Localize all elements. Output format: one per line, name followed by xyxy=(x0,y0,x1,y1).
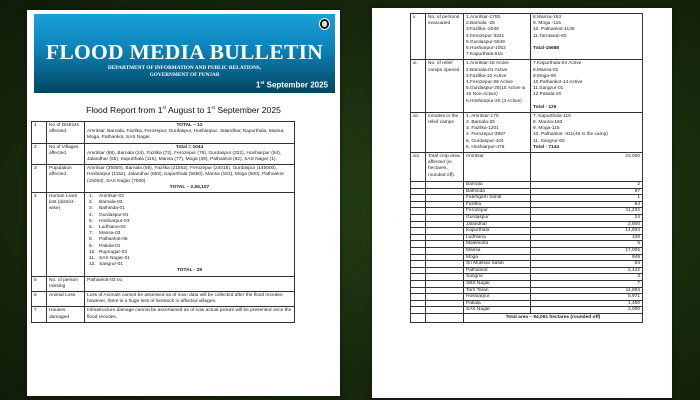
lives-lost-item: 2. Barnala-03 xyxy=(89,200,123,206)
evacuated-list-1 xyxy=(464,14,531,60)
row-value: Pathankot-03 no xyxy=(85,276,295,291)
row-label xyxy=(426,274,464,281)
crop-district: Ludhiana xyxy=(464,234,531,241)
table-row xyxy=(32,193,295,277)
crop-area-rows xyxy=(411,182,643,314)
list-item: 8. Mansa-163 xyxy=(533,120,563,126)
row-label: Houses damaged xyxy=(47,307,85,322)
lives-lost-item: 1. Amritsar-03 xyxy=(89,194,124,200)
bulletin-date: 1st September 2025 xyxy=(255,80,328,90)
bulletin-header-banner xyxy=(34,14,335,93)
row-text: Amritsar, Barnala, Fazilka, Ferozepur, Gurdaspur, Hoshiarpur, Jalandhar, Kapurthala, Mansa, Moga, Pathankot, SAS Nagar. xyxy=(87,129,285,141)
lives-lost-item: 6. Ludhiana-03 xyxy=(89,225,126,231)
crop-row xyxy=(411,241,643,248)
row-value: Infrastructure damage cannot be ascertained as of now actual picture will be presented once the flood recedes. xyxy=(85,307,295,322)
row-number xyxy=(411,261,426,268)
row-label: Animal Loss xyxy=(47,292,85,307)
crop-area: 1 xyxy=(531,195,643,202)
row-label xyxy=(426,300,464,307)
crop-total: Total area – 94,061 hectares (rounded off) xyxy=(464,313,643,322)
list-item: 8.Mansa-163 xyxy=(533,15,561,20)
crop-district: SBS Nagar xyxy=(464,280,531,287)
evacuated-total: Total-15688 xyxy=(533,45,560,51)
list-item: 11.Tarntaran-60 xyxy=(533,33,567,39)
crop-area: 1,450 xyxy=(531,300,643,307)
row-label xyxy=(426,215,464,222)
table-row xyxy=(32,292,295,307)
camps-list-2-items xyxy=(533,61,640,98)
row-number: 6 xyxy=(32,292,47,307)
crop-area: 23,000 xyxy=(531,153,643,182)
row-number xyxy=(411,195,426,202)
crop-area: 3 xyxy=(531,274,643,281)
row-total: TOTAL - 29 xyxy=(176,268,203,274)
row-number xyxy=(411,208,426,215)
list-item: 2.Barnala -25 xyxy=(466,21,495,27)
row-label: No. of person missing xyxy=(47,276,85,291)
row-label xyxy=(426,208,464,215)
camps-list-2 xyxy=(531,60,643,112)
row-label xyxy=(426,287,464,294)
crop-row xyxy=(411,280,643,287)
crop-district: Ferozepur xyxy=(464,208,531,215)
crop-area: 7 xyxy=(531,280,643,287)
crop-area: 108 xyxy=(531,234,643,241)
row-label: Population affected xyxy=(47,165,85,193)
row-value xyxy=(85,122,295,144)
crop-area: 84 xyxy=(531,261,643,268)
row-label: Inmates in the relief camps xyxy=(426,112,464,152)
crop-district: Fazilka xyxy=(464,201,531,208)
crop-area: 11,232 xyxy=(531,208,643,215)
list-item: 12.Patiala-20 xyxy=(533,92,562,98)
crop-district: Patiala xyxy=(464,300,531,307)
lives-lost-item: 9. Patiala-01 xyxy=(89,243,121,249)
list-item: 8.Mansa-01 xyxy=(533,67,559,73)
list-item: 1. Amritsar-170 xyxy=(466,113,499,119)
crop-district: Fatehgarh Sahib xyxy=(464,195,531,202)
list-item: 6. Hoshiarpur-478 xyxy=(466,144,505,150)
crop-row xyxy=(411,195,643,202)
crop-row xyxy=(411,307,643,314)
row-label xyxy=(426,307,464,314)
camps-total: Total - 129 xyxy=(533,104,557,110)
crop-row xyxy=(411,228,643,235)
list-item: 6.Hoshiarpur-1052 xyxy=(466,46,506,52)
list-item: 5.Gurdaspur-25(15 Active & 10 Non-Active) xyxy=(466,86,526,98)
row-text: Amritsar (35000), Barnala (59), Fazilka (21562), Ferozepur (24015), Gurdaspur (145000), Hoshiarpur (1152), Jalandhar (653), Kapurthala (5650), Mansa (163), Moga (800), Pathankot (15053), SAS Nagar (7000). xyxy=(87,166,284,184)
crop-area: 5 xyxy=(531,241,643,248)
crop-district: Malerkotla xyxy=(464,241,531,248)
row-number xyxy=(411,248,426,255)
crop-district: Amritsar xyxy=(464,153,531,182)
camps-list-1 xyxy=(464,60,531,112)
crop-district: Moga xyxy=(464,254,531,261)
row-number xyxy=(411,228,426,235)
row-number xyxy=(411,254,426,261)
lives-lost-item: 12. Sangrur-01 xyxy=(89,262,123,268)
punjab-emblem-icon xyxy=(319,18,330,30)
department-line-2: GOVERNMENT OF PUNJAB xyxy=(149,72,220,78)
row-number xyxy=(411,267,426,274)
flood-report-table xyxy=(31,121,295,323)
crop-district: Sangrur xyxy=(464,274,531,281)
row-number xyxy=(411,221,426,228)
list-item: 7.Kapurthala-04 Active xyxy=(533,61,582,67)
crop-district: Bathinda xyxy=(464,188,531,195)
row-number: 3 xyxy=(32,165,47,193)
crop-area: 2,800 xyxy=(531,221,643,228)
row-label: No. of relief camps opened xyxy=(426,60,464,112)
list-item: 3.Fazilka -2049 xyxy=(466,27,499,33)
row-label: No of Villages affected xyxy=(47,143,85,165)
table-row xyxy=(32,307,295,322)
list-item: 3. Fazilka-1201 xyxy=(466,126,499,132)
row-number: 5 xyxy=(32,276,47,291)
row-number xyxy=(411,300,426,307)
crop-row xyxy=(411,221,643,228)
crop-row xyxy=(411,182,643,189)
crop-area: 11,883 xyxy=(531,287,643,294)
row-label xyxy=(426,280,464,287)
list-item: 3.Fazilka-10 Active xyxy=(466,73,507,79)
crop-row xyxy=(411,300,643,307)
crop-row xyxy=(411,294,643,301)
table-row xyxy=(32,165,295,193)
row-label xyxy=(426,241,464,248)
list-item: 1.Amritsar-1700 xyxy=(466,15,501,20)
crop-district: Mansa xyxy=(464,248,531,255)
row-label xyxy=(426,261,464,268)
row-label xyxy=(426,228,464,235)
row-number xyxy=(411,182,426,189)
table-row-inmates xyxy=(411,112,643,152)
row-number xyxy=(411,234,426,241)
row-number xyxy=(411,215,426,222)
row-number: xiv. xyxy=(411,153,426,182)
row-number xyxy=(411,313,426,322)
inmates-list-2 xyxy=(531,112,643,152)
list-item: 7. Kapurthala-110 xyxy=(533,113,571,119)
list-item: 10. Pathankot -411(48 in the camp) xyxy=(533,132,608,138)
crop-row xyxy=(411,188,643,195)
row-number xyxy=(411,188,426,195)
table-row xyxy=(32,276,295,291)
row-label xyxy=(426,234,464,241)
row-label xyxy=(426,294,464,301)
lives-lost-item: 3. Bathinda-01 xyxy=(89,206,125,212)
list-item: 10. Pathankot-1139 xyxy=(533,27,575,33)
bulletin-page-1 xyxy=(27,10,340,396)
row-number xyxy=(411,274,426,281)
inmates-total: Total - 7144 xyxy=(533,144,560,150)
crop-area: 5,971 xyxy=(531,294,643,301)
crop-row xyxy=(411,215,643,222)
department-line-1: DEPARTMENT OF INFORMATION AND PUBLIC RELATIONS, xyxy=(107,65,262,71)
department-name xyxy=(34,65,335,79)
list-item: 2. Barnala-25 xyxy=(466,120,495,126)
row-label xyxy=(426,188,464,195)
row-number: x. xyxy=(411,14,426,60)
row-number xyxy=(411,201,426,208)
table-row xyxy=(32,122,295,144)
crop-district: Pathankot xyxy=(464,267,531,274)
row-total: TOTAL – 12 xyxy=(176,123,203,128)
crop-area: 2,442 xyxy=(531,267,643,274)
crop-row xyxy=(411,254,643,261)
row-label xyxy=(426,182,464,189)
row-number xyxy=(411,294,426,301)
list-item: 4. Ferozepur-3987 xyxy=(466,132,506,138)
row-number: 2 xyxy=(32,143,47,165)
crop-row xyxy=(411,201,643,208)
list-item: 6.Hoshiarpur-20 (3 Active) xyxy=(466,98,522,104)
lives-lost-item: 11. SAS Nagar-01 xyxy=(89,256,130,262)
crop-row xyxy=(411,248,643,255)
row-label: Total crop area affected (in hectares, rounded off). xyxy=(426,153,464,182)
list-item: 1.Amritsar-16 Active xyxy=(466,61,509,67)
row-number: 7 xyxy=(32,307,47,322)
lives-lost-item: 4. Gurdaspur-01 xyxy=(89,212,129,218)
crop-area: 949 xyxy=(531,254,643,261)
row-label: No of Districts affected xyxy=(47,122,85,144)
table-row-crop-header xyxy=(411,153,643,182)
evacuated-list-2 xyxy=(531,14,643,60)
crop-district: SAS Nagar xyxy=(464,307,531,314)
row-value xyxy=(85,193,295,277)
row-number: 4 xyxy=(32,193,47,277)
crop-district: Jalandhar xyxy=(464,221,531,228)
crop-row xyxy=(411,267,643,274)
list-item: 9.Moga-09 xyxy=(533,73,556,79)
row-value xyxy=(85,165,295,193)
crop-area: 2 xyxy=(531,182,643,189)
crop-area: 64 xyxy=(531,201,643,208)
crop-row xyxy=(411,287,643,294)
row-label xyxy=(426,254,464,261)
row-label xyxy=(426,221,464,228)
lives-lost-item: 7. Mansa-03 xyxy=(89,231,121,237)
crop-area: 24 xyxy=(531,215,643,222)
row-value xyxy=(85,143,295,165)
crop-total-row xyxy=(411,313,643,322)
crop-district: Gurdaspur xyxy=(464,215,531,222)
table-row xyxy=(32,143,295,165)
row-label: Human Lives lost (district-wise) xyxy=(47,193,85,277)
row-label xyxy=(426,248,464,255)
lives-lost-item: 10. Rupnagar-03 xyxy=(89,249,128,255)
evacuated-list-2-items xyxy=(533,15,640,40)
row-value: Loss of Animals cannot be assessed as of now; data will be collected after the flood recedes; however, there is a huge loss of livestock in affected villages. xyxy=(85,292,295,307)
crop-area: 14,934 xyxy=(531,228,643,235)
crop-district: Hoshiarpur xyxy=(464,294,531,301)
list-item: 10.Pathankot-14 Active xyxy=(533,80,583,86)
bulletin-title: FLOOD MEDIA BULLETIN xyxy=(45,40,324,64)
crop-district: Barnala xyxy=(464,182,531,189)
row-number xyxy=(411,307,426,314)
crop-row xyxy=(411,261,643,268)
row-number: 1 xyxy=(32,122,47,144)
relief-report-table xyxy=(410,13,643,323)
list-item: 4.Ferozepur-3321 xyxy=(466,33,505,39)
row-label xyxy=(426,201,464,208)
lives-lost-item: 5. Hoshiarpur-03 xyxy=(89,218,130,224)
row-total: TOTAL – 2,56,107 xyxy=(169,184,210,190)
row-label xyxy=(426,195,464,202)
list-item: 7.Kapurthala-515 xyxy=(466,52,503,58)
row-number: xii. xyxy=(411,112,426,152)
inmates-list-1 xyxy=(464,112,531,152)
list-item: 2.Barnala-01 Active xyxy=(466,67,508,73)
row-text: Amritsar (88), Barnala (24), Fazilka (72), Ferozepur (76), Gurdaspur (321), Hoshiarpur (94), Jalandhar (55), Kapurthala (115), Mansa (77), Moga (39), Pathankot (82), SAS Nagar (1). xyxy=(87,150,282,163)
list-item: 11. Sangrur-60 xyxy=(533,138,565,144)
table-row-camps xyxy=(411,60,643,112)
list-item: 5.Gurdaspur-5549 xyxy=(466,39,505,45)
crop-district: Tarn Taran xyxy=(464,287,531,294)
row-label xyxy=(426,313,464,322)
table-row-evacuated xyxy=(411,14,643,60)
list-item: 4.Ferozepur-08 Active xyxy=(466,80,513,86)
list-item: 9. Moga-115 xyxy=(533,126,560,132)
bulletin-page-2 xyxy=(372,8,672,398)
row-label xyxy=(426,267,464,274)
crop-area: 2,000 xyxy=(531,307,643,314)
lives-lost-item: 8. Pathankot-06 xyxy=(89,237,128,243)
row-number xyxy=(411,287,426,294)
crop-area: 97 xyxy=(531,188,643,195)
crop-row xyxy=(411,274,643,281)
list-item: 11.Sangrur-01 xyxy=(533,86,564,92)
row-number xyxy=(411,280,426,287)
list-item: 5. Gurdaspur-424 xyxy=(466,138,504,144)
row-label: No. of persons evacuated xyxy=(426,14,464,60)
crop-district: Sri Muktsar Sahib xyxy=(464,261,531,268)
crop-district: Kapurthala xyxy=(464,228,531,235)
inmates-list-2-items xyxy=(533,114,640,145)
crop-area: 17,005 xyxy=(531,248,643,255)
crop-row xyxy=(411,234,643,241)
row-number: xi. xyxy=(411,60,426,112)
row-total: Total = 1044 xyxy=(175,144,204,150)
lives-lost-list xyxy=(87,194,292,268)
report-title: Flood Report from 1st August to 1st September 2025 xyxy=(86,105,281,115)
crop-row xyxy=(411,208,643,215)
list-item: 9. Moga -115 xyxy=(533,21,561,27)
row-number xyxy=(411,241,426,248)
